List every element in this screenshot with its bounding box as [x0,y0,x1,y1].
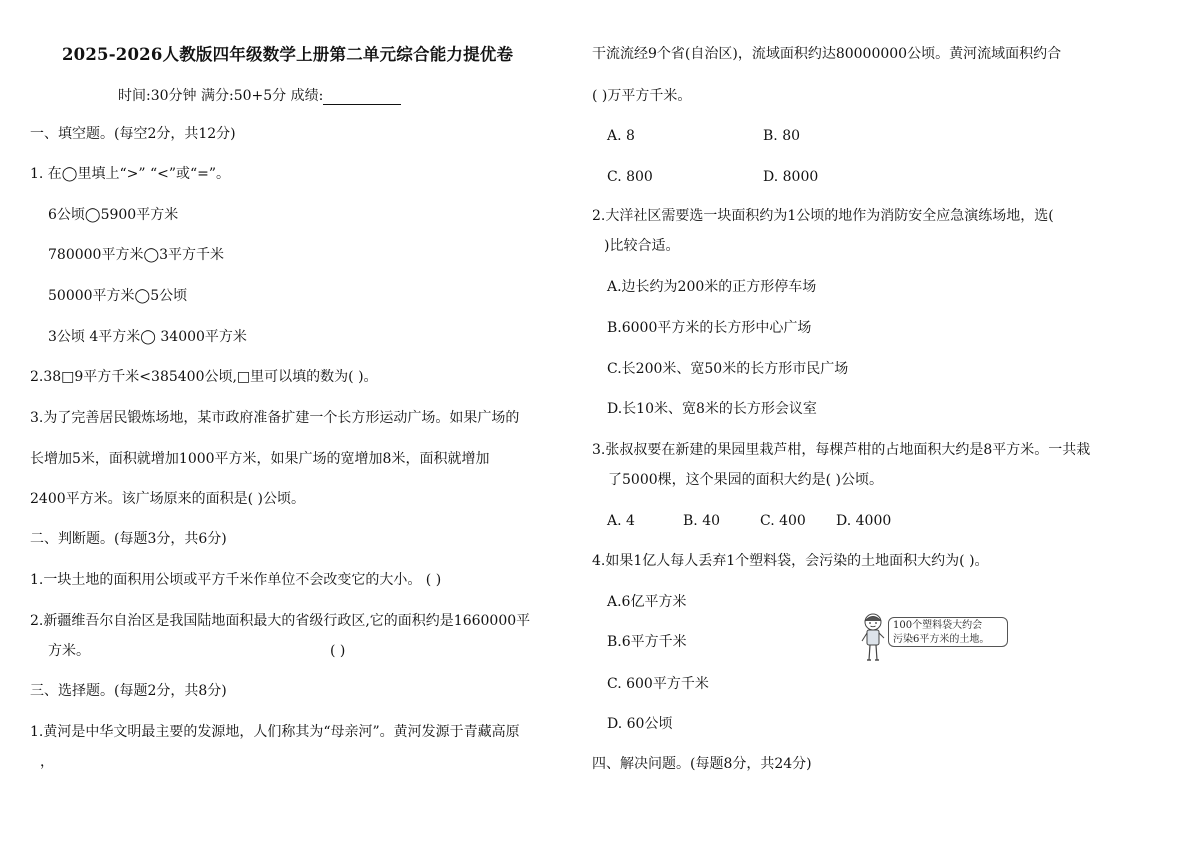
question-1-stem: 1. 在◯里填上“>” “<”或“=”。 [30,166,231,182]
choice-2-line-2: )比较合适。 [604,238,680,254]
speech-bubble-line: 污染6平方米的土地。 [893,634,990,645]
choice-3-option-d: D. 4000 [836,513,892,529]
choice-2-option-b: B.6000平方米的长方形中心广场 [607,320,812,336]
choice-3-option-b: B. 40 [683,513,721,529]
question-1-item: 780000平方米◯3平方千米 [48,247,225,263]
choice-1-option-c: C. 800 [607,169,653,185]
choice-2-option-d: D.长10米、宽8米的长方形会议室 [607,401,817,417]
question-3-line: 长增加5米，面积就增加1000平方米，如果广场的宽增加8米，面积就增加 [30,451,490,467]
exam-meta [118,87,401,105]
child-speech-illustration [858,612,1018,664]
choice-2-option-a: A.边长约为200米的正方形停车场 [607,279,817,295]
score-blank[interactable] [323,90,401,105]
choice-1-comma: ， [40,754,54,770]
child-figure-icon [858,612,888,664]
question-1-item: 50000平方米◯5公顷 [48,288,188,304]
choice-2-option-c: C.长200米、宽50米的长方形市民广场 [607,361,849,377]
choice-3-option-c: C. 400 [760,513,806,529]
section-4-heading: 四、解决问题。(每题8分，共24分) [592,756,812,772]
judgement-2-answer-paren: ( ) [330,643,346,659]
question-1-item: 6公顷◯5900平方米 [48,207,179,223]
choice-1-option-d: D. 8000 [763,169,819,185]
choice-4-option-a: A.6亿平方米 [607,594,687,610]
choice-3-line-1: 3.张叔叔要在新建的果园里栽芦柑，每棵芦柑的占地面积大约是8平方米。一共栽 [592,442,1091,458]
question-1-item: 3公顷 4平方米◯ 34000平方米 [48,329,247,345]
question-3-line: 2400平方米。该广场原来的面积是( )公顷。 [30,491,306,507]
section-1-heading: 一、填空题。(每空2分，共12分) [30,126,236,142]
section-3-heading: 三、选择题。(每题2分，共8分) [30,683,227,699]
choice-1-line-1: 1.黄河是中华文明最主要的发源地，人们称其为“母亲河”。黄河发源于青藏高原 [30,724,520,740]
exam-title: 2025-2026人教版四年级数学上册第二单元综合能力提优卷 [62,45,514,64]
speech-bubble-line: 100个塑料袋大约会 [893,620,983,631]
speech-bubble [888,617,1008,647]
choice-4-line-1: 4.如果1亿人每人丢弃1个塑料袋，会污染的土地面积大约为( )。 [592,553,989,569]
choice-1-continued-line-1: 干流流经9个省(自治区)，流域面积约达80000000公顷。黄河流域面积约合 [592,46,1062,62]
section-2-heading: 二、判断题。(每题3分，共6分) [30,531,227,547]
question-2: 2.38□9平方千米<385400公顷,□里可以填的数为( )。 [30,369,378,385]
judgement-2-line-2: 方米。 [48,643,90,659]
choice-1-continued-line-2: ( )万平方千米。 [592,88,692,104]
judgement-1: 1.一块土地的面积用公顷或平方千米作单位不会改变它的大小。 ( ) [30,572,442,588]
choice-4-option-b: B.6平方千米 [607,634,687,650]
exam-meta-text: 时间:30分钟 满分:50+5分 成绩: [118,88,324,104]
choice-3-option-a: A. 4 [607,513,635,529]
choice-1-option-b: B. 80 [763,128,801,144]
judgement-2-line-1: 2.新疆维吾尔自治区是我国陆地面积最大的省级行政区,它的面积约是1660000平 [30,613,531,629]
choice-3-line-2: 了5000棵，这个果园的面积大约是( )公顷。 [608,472,884,488]
choice-4-option-c: C. 600平方千米 [607,676,709,692]
choice-1-option-a: A. 8 [607,128,635,144]
choice-2-line-1: 2.大洋社区需要选一块面积约为1公顷的地作为消防安全应急演练场地，选( [592,208,1054,224]
choice-4-option-d: D. 60公顷 [607,716,673,732]
question-3-line: 3.为了完善居民锻炼场地，某市政府准备扩建一个长方形运动广场。如果广场的 [30,410,520,426]
